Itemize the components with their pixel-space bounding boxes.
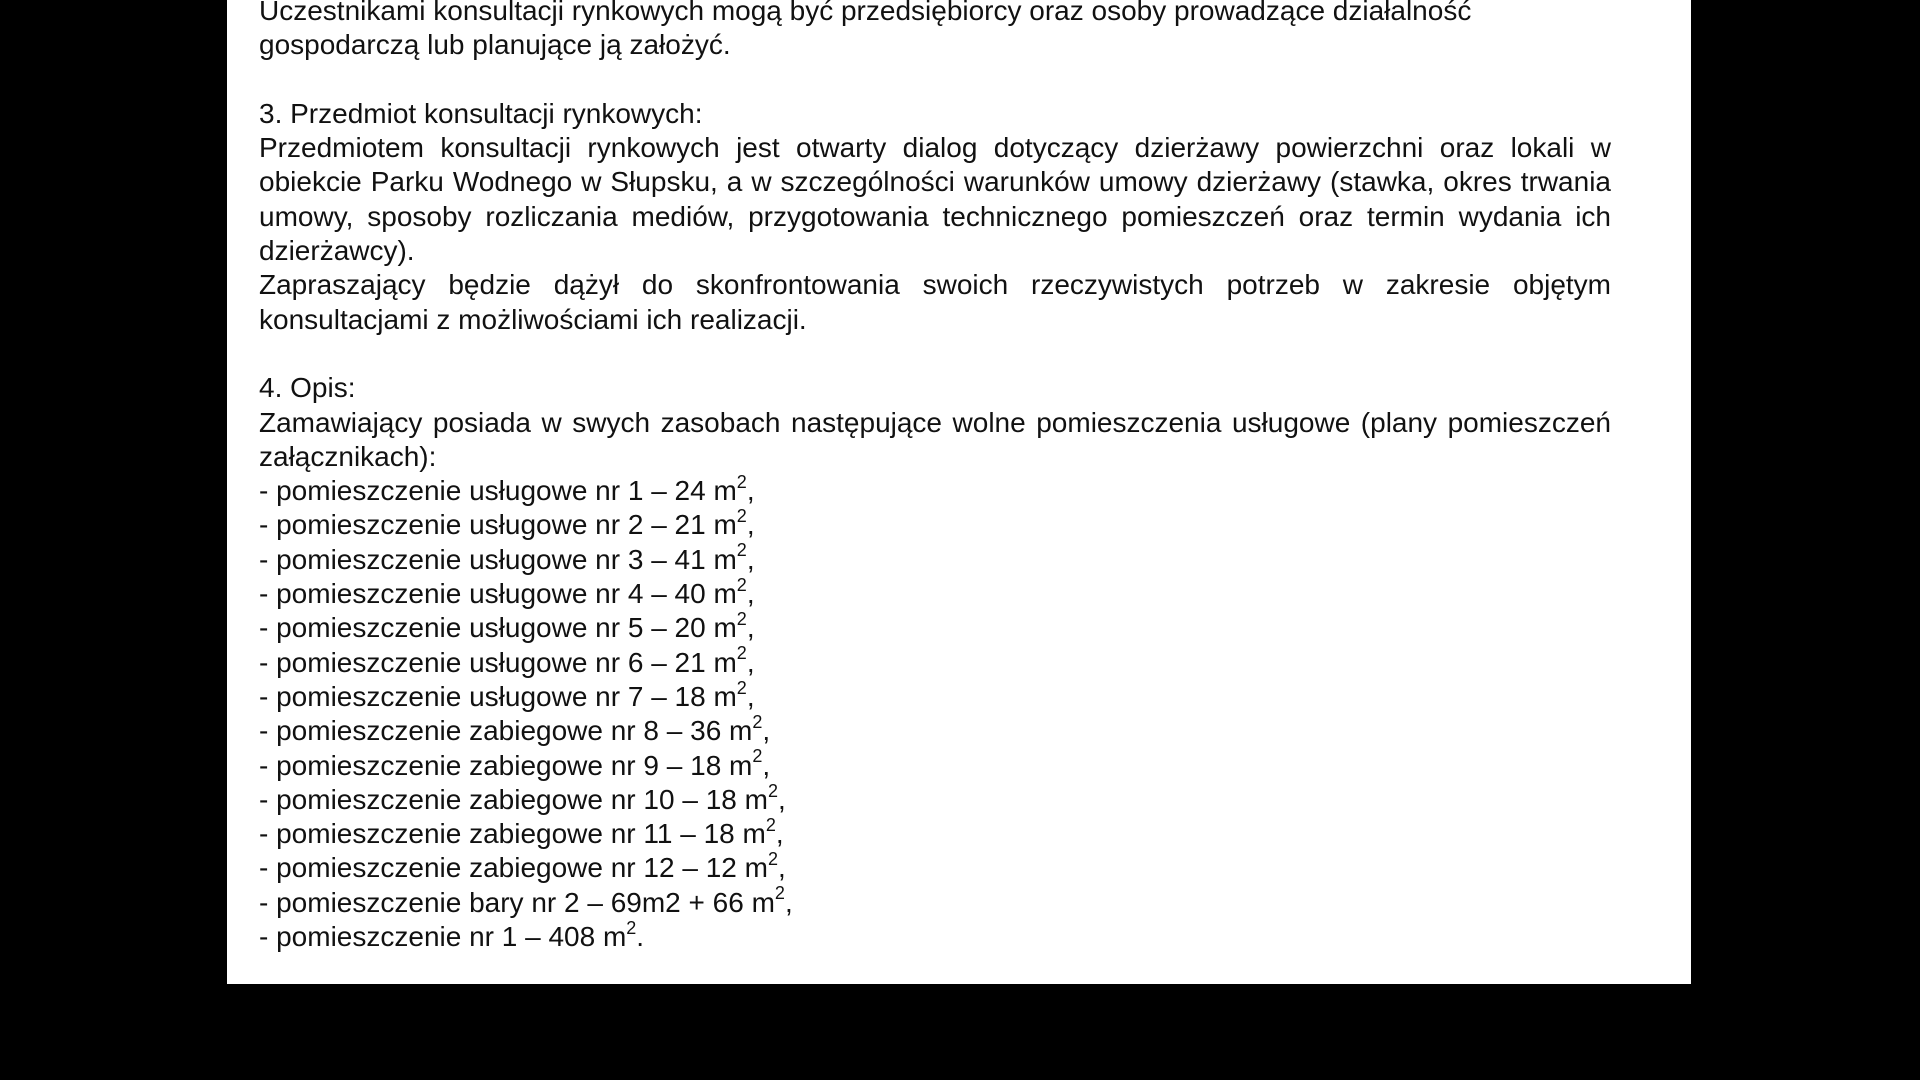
room-text: - pomieszczenie zabiegowe nr 12 – 12 m bbox=[259, 852, 768, 884]
room-list-item bbox=[259, 508, 1611, 542]
room-text: - pomieszczenie usługowe nr 3 – 41 m bbox=[259, 543, 737, 575]
square-meter-superscript: 2 bbox=[765, 814, 776, 835]
room-punctuation: , bbox=[777, 783, 786, 815]
room-text: - pomieszczenie usługowe nr 1 – 24 m bbox=[259, 475, 737, 507]
square-meter-superscript: 2 bbox=[736, 471, 747, 492]
room-text: - pomieszczenie usługowe nr 5 – 20 m bbox=[259, 612, 737, 644]
square-meter-superscript: 2 bbox=[736, 643, 747, 664]
room-text: - pomieszczenie zabiegowe nr 10 – 18 m bbox=[259, 783, 768, 815]
section4-intro: Zamawiający posiada w swych zasobach następujące wolne pomieszczenia usługowe (plany pomieszczeń załącznikach): bbox=[259, 406, 1611, 472]
room-punctuation: , bbox=[762, 715, 771, 747]
page-content bbox=[259, 0, 1611, 954]
room-text: - pomieszczenie usługowe nr 6 – 21 m bbox=[259, 646, 737, 678]
room-list-item bbox=[259, 780, 1611, 817]
room-punctuation: . bbox=[636, 921, 645, 953]
square-meter-superscript: 2 bbox=[736, 609, 747, 630]
square-meter-superscript: 2 bbox=[736, 677, 747, 698]
room-punctuation: , bbox=[746, 543, 755, 575]
room-list-item bbox=[259, 814, 1611, 851]
room-text: - pomieszczenie bary nr 2 – 69m2 + 66 m bbox=[259, 886, 775, 918]
room-punctuation: , bbox=[746, 509, 755, 541]
room-list-item bbox=[259, 677, 1611, 714]
square-meter-superscript: 2 bbox=[752, 711, 763, 732]
room-text: - pomieszczenie zabiegowe nr 8 – 36 m bbox=[259, 715, 753, 747]
room-punctuation: , bbox=[746, 680, 755, 712]
square-meter-superscript: 2 bbox=[767, 780, 778, 801]
room-punctuation: , bbox=[777, 852, 786, 884]
room-list-item bbox=[259, 851, 1611, 885]
room-text: - pomieszczenie usługowe nr 2 – 21 m bbox=[259, 509, 737, 541]
room-punctuation: , bbox=[746, 475, 755, 507]
room-punctuation: , bbox=[762, 749, 771, 781]
square-meter-superscript: 2 bbox=[752, 746, 763, 767]
document-page bbox=[227, 0, 1691, 984]
room-punctuation: , bbox=[746, 612, 755, 644]
square-meter-superscript: 2 bbox=[626, 917, 637, 938]
room-list-item bbox=[259, 471, 1611, 508]
square-meter-superscript: 2 bbox=[774, 883, 785, 904]
room-list-item bbox=[259, 540, 1611, 577]
square-meter-superscript: 2 bbox=[767, 849, 778, 870]
room-list-item bbox=[259, 711, 1611, 748]
room-list-item bbox=[259, 643, 1611, 680]
square-meter-superscript: 2 bbox=[736, 574, 747, 595]
section2-tail-line1: Uczestnikami konsultacji rynkowych mogą być przedsiębiorcy oraz osoby prowadzące działalność bbox=[259, 0, 1472, 26]
section4-heading: 4. Opis: bbox=[259, 372, 356, 404]
room-text: - pomieszczenie usługowe nr 7 – 18 m bbox=[259, 680, 737, 712]
square-meter-superscript: 2 bbox=[736, 506, 747, 527]
room-list-item bbox=[259, 746, 1611, 783]
room-list-item bbox=[259, 574, 1611, 611]
section3-heading: 3. Przedmiot konsultacji rynkowych: bbox=[259, 97, 703, 129]
paragraph-gap bbox=[259, 337, 1611, 371]
room-punctuation: , bbox=[784, 886, 793, 918]
room-list-item bbox=[259, 883, 1611, 920]
room-text: - pomieszczenie zabiegowe nr 11 – 18 m bbox=[259, 818, 766, 850]
room-list bbox=[259, 471, 1611, 954]
room-text: - pomieszczenie nr 1 – 408 m bbox=[259, 921, 627, 953]
room-punctuation: , bbox=[775, 818, 784, 850]
room-list-item bbox=[259, 917, 1611, 954]
square-meter-superscript: 2 bbox=[736, 540, 747, 561]
room-text: - pomieszczenie usługowe nr 4 – 40 m bbox=[259, 578, 737, 610]
room-list-item bbox=[259, 611, 1611, 645]
room-text: - pomieszczenie zabiegowe nr 9 – 18 m bbox=[259, 749, 753, 781]
room-punctuation: , bbox=[746, 578, 755, 610]
section3-paragraph1: Przedmiotem konsultacji rynkowych jest otwarty dialog dotyczący dzierżawy powierzchni oraz lokali w obiekcie Parku Wodnego w Słupsku, a w szczególności warunków umowy dzierżawy (stawka, okres trwania umowy, sposoby rozliczania mediów, przygotowania technicznego pomieszczeń oraz termin wydania ich dzierżawcy). bbox=[259, 132, 1611, 267]
section2-tail-line2: gospodarczą lub planujące ją założyć. bbox=[259, 29, 731, 61]
section3-paragraph2: Zapraszający będzie dążył do skonfrontowania swoich rzeczywistych potrzeb w zakresie objętym konsultacjami z możliwościami ich realizacji. bbox=[259, 269, 1611, 335]
paragraph-gap bbox=[259, 63, 1611, 97]
room-punctuation: , bbox=[746, 646, 755, 678]
